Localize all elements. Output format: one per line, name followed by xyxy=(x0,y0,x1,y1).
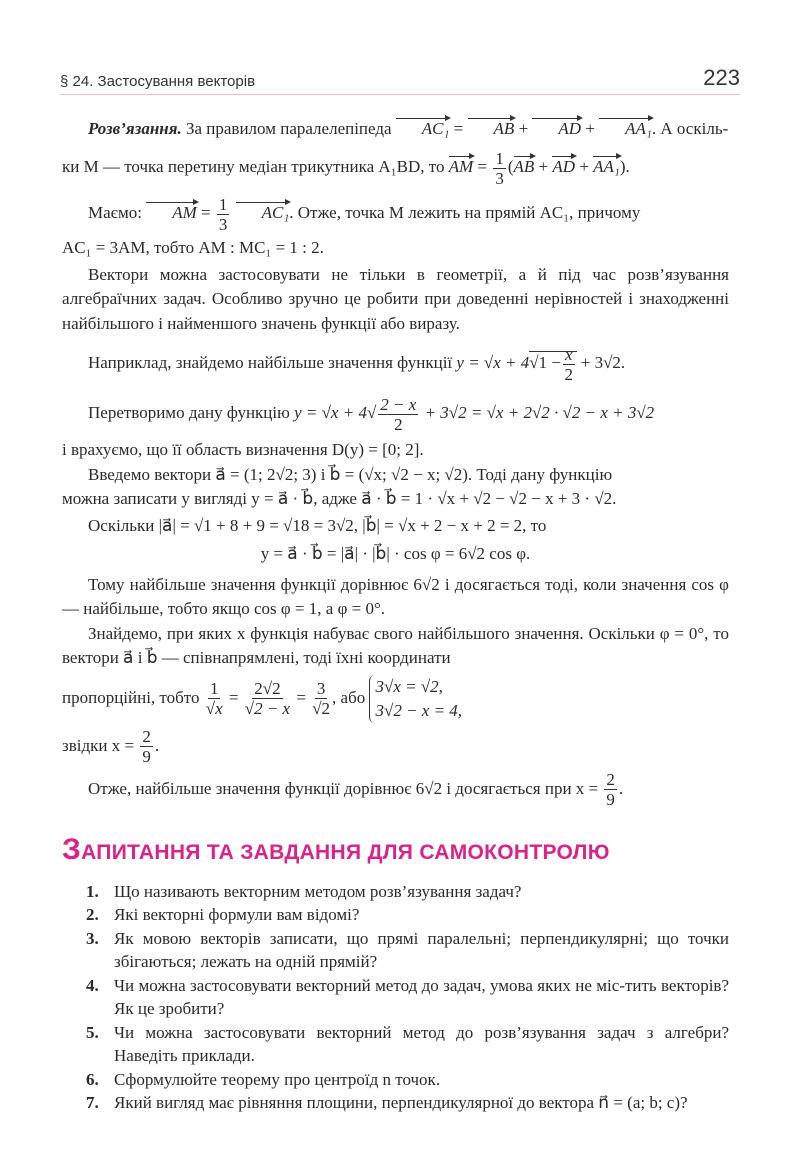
list-item xyxy=(62,974,729,1021)
item-number: 7. xyxy=(86,1093,99,1112)
num: 2 − x xyxy=(380,394,417,414)
text: За правилом паралелепіпеда xyxy=(185,119,392,138)
vector-ab: AB xyxy=(513,157,535,176)
heading-rest: АПИТАННЯ ТА ЗАВДАННЯ ДЛЯ САМОКОНТРОЛЮ xyxy=(81,840,610,864)
max-value-para: Тому найбільше значення функції дорівнює 6√2 і досягається тоді, коли значення cos φ — найбільше, тобто якщо cos φ = 1, а φ = 0°. xyxy=(62,574,729,618)
den: 3 xyxy=(218,214,228,234)
item-text: Чи можна застосовувати векторний метод до задач, умова яких не міс-тить векторів? Як це зробити? xyxy=(114,975,729,1018)
vector-aa1: AA₁ xyxy=(593,157,620,176)
section-title: § 24. Застосування векторів xyxy=(60,73,256,90)
list-item xyxy=(62,1021,729,1068)
solution-para-1-cont: ки M — точка перетину медіан трикутника A₁BD, то AM = $\frac{1}{3}$ (AB + AD + AA₁). xyxy=(62,148,630,188)
fraction-one-third xyxy=(493,149,506,188)
fraction-2-9 xyxy=(604,770,617,809)
item-text: Сформулюйте теорему про центроїд n точок. xyxy=(114,1069,441,1089)
den: √x xyxy=(205,699,223,719)
fraction xyxy=(245,679,290,718)
dot-product-line: можна записати у вигляді y = a⃗ · b⃗, адже a⃗ · b⃗ = 1 · √x + √2 − √2 − x + 3 · √2. xyxy=(62,489,617,508)
conclusion-line: Отже, найбільше значення функції дорівнює 6√2 і досягається при x = $\frac{2}{9}$ . xyxy=(88,770,624,810)
text: пропорційні, тобто xyxy=(62,687,200,707)
solution-para-2: Маємо: AM = $\frac{1}{3}$ AC₁. Отже, точка M лежить на прямій AC₁, причому xyxy=(88,194,641,234)
text: Перетворимо дану функцію xyxy=(88,403,290,422)
fraction xyxy=(206,679,223,718)
sqrt-fraction: √ $\frac{2 - x}{2}$ xyxy=(366,394,417,434)
page-body xyxy=(62,114,729,1125)
item-text: Який вигляд має рівняння площини, перпендикулярної до вектора n⃗ = (a; b; c)? xyxy=(114,1093,688,1112)
formula: a⃗ = (1; 2√2; 3) і b⃗ = (√x; √2 − x; √2). Тоді дану функцію xyxy=(215,464,613,484)
list-item xyxy=(62,1091,729,1115)
solution-label: Розв’язання. xyxy=(88,119,182,138)
num: 1 xyxy=(209,679,219,699)
intro-paragraph: Вектори можна застосовувати не тільки в геометрії, а й під час розв’язування алгебраїчних задач. Особливо зручно це робити при доведенні нерівностей і знаходженні найбільшого і найменшого значень функції або виразу. xyxy=(62,264,729,333)
text: , або xyxy=(332,687,366,707)
num: 1 xyxy=(495,148,504,168)
fraction-one-third xyxy=(217,195,230,234)
text: ки M — точка перетину медіан трикутника A₁BD, то xyxy=(62,157,445,176)
den: 9 xyxy=(606,790,615,810)
text: звідки x = xyxy=(62,735,135,755)
den: 3 xyxy=(495,168,504,188)
solution-para-1: Розв’язання. За правилом паралелепіпеда AC₁ = AB + AD + AA₁. А оскіль- xyxy=(88,119,729,138)
item-number: 2. xyxy=(86,905,99,924)
item-number: 4. xyxy=(86,975,99,995)
item-text: Що називають векторним методом розв’язування задач? xyxy=(114,881,522,901)
vector-am: AM xyxy=(146,202,197,221)
equation: 3√2 − x = 4, xyxy=(375,700,463,720)
fraction xyxy=(312,679,330,718)
num: 3 xyxy=(316,679,326,699)
item-number: 5. xyxy=(86,1022,99,1042)
formula: y = √x + 4 xyxy=(294,403,367,422)
vector-ac1: AC₁ xyxy=(236,202,290,221)
fraction-2-9 xyxy=(140,727,153,766)
transform-line xyxy=(62,388,729,438)
text: Введемо вектори xyxy=(88,464,212,484)
vector-aa1: AA₁ xyxy=(599,118,652,137)
result-formula: y = a⃗ · b⃗ = |a⃗| · |b⃗| · cos φ = 6√2 cos φ. xyxy=(260,544,531,563)
list-item xyxy=(62,903,729,927)
formula: + 3√2 = √x + 2√2 · √2 − x + 3√2 xyxy=(424,403,655,422)
vectors-line xyxy=(62,463,729,488)
magnitudes-line: Оскільки |a⃗| = √1 + 8 + 9 = √18 = 3√2, |b⃗| = √x + 2 − x + 2 = 2, то xyxy=(88,515,547,535)
text: . Отже, точка M лежить на прямій AC₁, причому xyxy=(289,203,641,222)
num: 2 xyxy=(142,727,151,747)
fraction xyxy=(378,395,418,434)
text: . А оскіль- xyxy=(651,119,729,138)
list-item xyxy=(62,927,729,974)
whence-line: звідки x = $\frac{2}{9}$ . xyxy=(62,727,160,767)
page-number: 223 xyxy=(703,65,740,90)
den: √2 xyxy=(312,699,331,719)
text: Отже, найбільше значення функції дорівнює 6√2 і досягається при x = xyxy=(88,778,599,798)
item-number: 1. xyxy=(86,881,99,901)
num: 1 xyxy=(218,194,228,214)
proportion-line: пропорційні, тобто $\frac{1}{√x}$ = $\frac{2√2}{√2 - x}$ = $\frac{3}{√2}$ , або 3√x = √2, 3√2 − x = 4, xyxy=(62,671,729,725)
page-header xyxy=(60,66,740,95)
list-item xyxy=(62,880,729,904)
den: 9 xyxy=(142,747,151,767)
num: 2 xyxy=(606,770,615,790)
fraction-x-2 xyxy=(563,345,575,384)
sqrt-expression: √1 − $\frac{x}{2}$ xyxy=(529,351,576,372)
item-number: 3. xyxy=(86,928,99,948)
item-number: 6. xyxy=(86,1069,99,1089)
num: 2√2 xyxy=(254,679,281,699)
collinear-para: Знайдемо, при яких x функція набуває свого найбільшого значення. Оскільки φ = 0°, то вектори a⃗ і b⃗ — співнапрямлені, тоді їхні координати xyxy=(62,623,729,667)
den: 2 xyxy=(564,364,573,384)
vector-ad: AD xyxy=(532,118,581,137)
formula: + 3√2. xyxy=(580,353,626,372)
example-line xyxy=(62,338,729,388)
item-text: Які векторні формули вам відомі? xyxy=(114,905,360,924)
item-text: Чи можна застосовувати векторний метод до розв’язування задач з алгебри? Наведіть приклади. xyxy=(114,1022,729,1065)
formula: y = √x + 4 xyxy=(456,353,530,372)
list-item xyxy=(62,1068,729,1092)
questions-heading xyxy=(62,833,729,870)
solution-para-2-cont: AC₁ = 3AM, тобто AM : MC₁ = 1 : 2. xyxy=(62,238,324,257)
vector-am: AM xyxy=(448,157,474,176)
den: 2 xyxy=(394,414,403,434)
text: Наприклад, знайдемо найбільше значення функції xyxy=(88,353,453,372)
num: x xyxy=(564,344,573,364)
equation: 3√x = √2, xyxy=(375,676,443,696)
den: √2 − x xyxy=(244,699,291,719)
heading-initial: З xyxy=(62,832,82,866)
vector-ab: AB xyxy=(468,118,515,137)
text: Маємо: xyxy=(88,203,142,222)
domain-line: і врахуємо, що її область визначення D(y) = [0; 2]. xyxy=(62,440,424,459)
text: 1 − xyxy=(538,353,561,372)
vector-ad: AD xyxy=(552,157,576,176)
solution-body xyxy=(62,114,729,811)
equation-system xyxy=(369,675,462,723)
vector-ac1: AC₁ xyxy=(396,118,450,137)
item-text: Як мовою векторів записати, що прямі паралельні; перпендикулярні; що точки збігаються; лежать на одній прямій? xyxy=(114,928,729,971)
questions-list xyxy=(62,880,729,1115)
